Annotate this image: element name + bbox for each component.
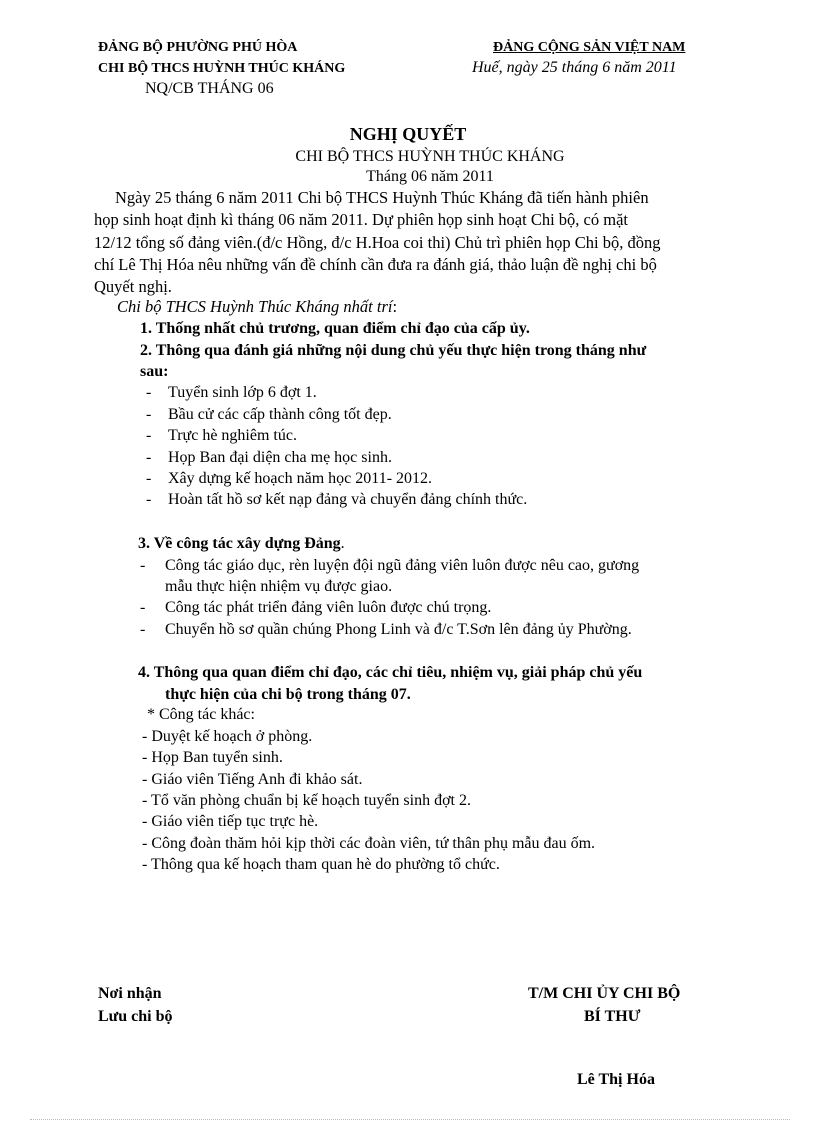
list-item: Chuyển hồ sơ quần chúng Phong Linh và đ/c T.Sơn lên đảng ủy Phường.: [165, 621, 632, 638]
list-item: Tuyển sinh lớp 6 đợt 1.: [168, 384, 317, 401]
intro-line: họp sinh hoạt định kì tháng 06 năm 2011. Dự phiên họp sinh hoạt Chi bộ, có mặt: [94, 210, 628, 229]
list-bullet: -: [146, 449, 152, 466]
signatory-name: Lê Thị Hóa: [577, 1071, 655, 1088]
document-subtitle: CHI BỘ THCS HUỲNH THÚC KHÁNG: [295, 148, 565, 165]
party-committee-name: ĐẢNG BỘ PHƯỜNG PHÚ HÒA: [98, 40, 298, 55]
section-2-heading-cont: sau:: [140, 363, 169, 380]
list-item: Họp Ban đại diện cha mẹ học sinh.: [168, 449, 392, 466]
document-title: NGHỊ QUYẾT: [349, 124, 467, 144]
list-item: Xây dựng kế hoạch năm học 2011- 2012.: [168, 470, 433, 487]
list-bullet: -: [146, 427, 152, 444]
place-date: Huế, ngày 25 tháng 6 năm 2011: [472, 59, 677, 76]
agreement-text: Chi bộ THCS Huỳnh Thúc Kháng nhất trí: [117, 297, 393, 316]
list-item: - Họp Ban tuyển sinh.: [142, 749, 283, 766]
list-item: Bầu cử các cấp thành công tốt đẹp.: [168, 406, 392, 423]
recipient-value: Lưu chi bộ: [98, 1008, 173, 1025]
list-item: - Công đoàn thăm hỏi kịp thời các đoàn viên, tứ thân phụ mẫu đau ốm.: [142, 835, 596, 852]
section-3-heading-text: 3. Về công tác xây dựng Đảng: [138, 535, 341, 552]
section-4-heading-cont: thực hiện của chi bộ trong tháng 07.: [165, 686, 411, 703]
agreement-line: [117, 297, 397, 317]
list-item: - Duyệt kế hoạch ở phòng.: [142, 728, 313, 745]
recipient-label: Nơi nhận: [98, 985, 162, 1002]
chapter-name: CHI BỘ THCS HUỲNH THÚC KHÁNG: [98, 61, 346, 76]
section-3-heading: [138, 535, 345, 553]
list-bullet: -: [146, 384, 152, 401]
list-item: Công tác phát triển đảng viên luôn được chú trọng.: [165, 599, 492, 616]
other-tasks-label: * Công tác khác:: [147, 706, 255, 723]
list-bullet: -: [146, 406, 152, 423]
list-bullet: -: [140, 557, 146, 574]
agreement-colon: :: [392, 297, 398, 316]
signatory-title: BÍ THƯ: [584, 1008, 641, 1025]
list-item-cont: mẫu thực hiện nhiệm vụ được giao.: [165, 578, 393, 595]
intro-line: Ngày 25 tháng 6 năm 2011 Chi bộ THCS Huỳnh Thúc Kháng đã tiến hành phiên: [115, 188, 649, 207]
list-bullet: -: [140, 599, 146, 616]
section-1-heading: 1. Thống nhất chủ trương, quan điểm chỉ đạo của cấp ủy.: [140, 320, 530, 337]
intro-line: 12/12 tổng số đảng viên.(đ/c Hồng, đ/c H.Hoa coi thi) Chủ trì phiên họp Chi bộ, đồng: [94, 233, 661, 252]
resolution-number: NQ/CB THÁNG 06: [145, 80, 274, 97]
list-item: - Tổ văn phòng chuẩn bị kế hoạch tuyển sinh đợt 2.: [142, 792, 471, 809]
signatory-org: T/M CHI ỦY CHI BỘ: [528, 985, 681, 1002]
page-bottom-divider: [30, 1119, 790, 1120]
list-bullet: -: [140, 621, 146, 638]
list-item: Hoàn tất hồ sơ kết nạp đảng và chuyển đảng chính thức.: [168, 491, 528, 508]
list-item: Công tác giáo dục, rèn luyện đội ngũ đảng viên luôn được nêu cao, gương: [165, 557, 640, 574]
list-item: - Thông qua kế hoạch tham quan hè do phường tổ chức.: [142, 856, 500, 873]
list-bullet: -: [146, 491, 152, 508]
list-bullet: -: [146, 470, 152, 487]
section-4-heading: 4. Thông qua quan điểm chỉ đạo, các chỉ tiêu, nhiệm vụ, giải pháp chủ yếu: [138, 664, 643, 681]
list-item: - Giáo viên tiếp tục trực hè.: [142, 813, 319, 830]
intro-line: chí Lê Thị Hóa nêu những vấn đề chính cần đưa ra đánh giá, thảo luận đề nghị chi bộ: [94, 255, 657, 274]
document-month: Tháng 06 năm 2011: [366, 168, 494, 185]
section-3-heading-period: .: [340, 535, 345, 552]
intro-line: Quyết nghị.: [94, 277, 172, 296]
section-2-heading: 2. Thông qua đánh giá những nội dung chủ yếu thực hiện trong tháng như: [140, 342, 647, 359]
list-item: Trực hè nghiêm túc.: [168, 427, 297, 444]
list-item: - Giáo viên Tiếng Anh đi khảo sát.: [142, 771, 363, 788]
national-party-name: ĐẢNG CỘNG SẢN VIỆT NAM: [493, 40, 686, 55]
